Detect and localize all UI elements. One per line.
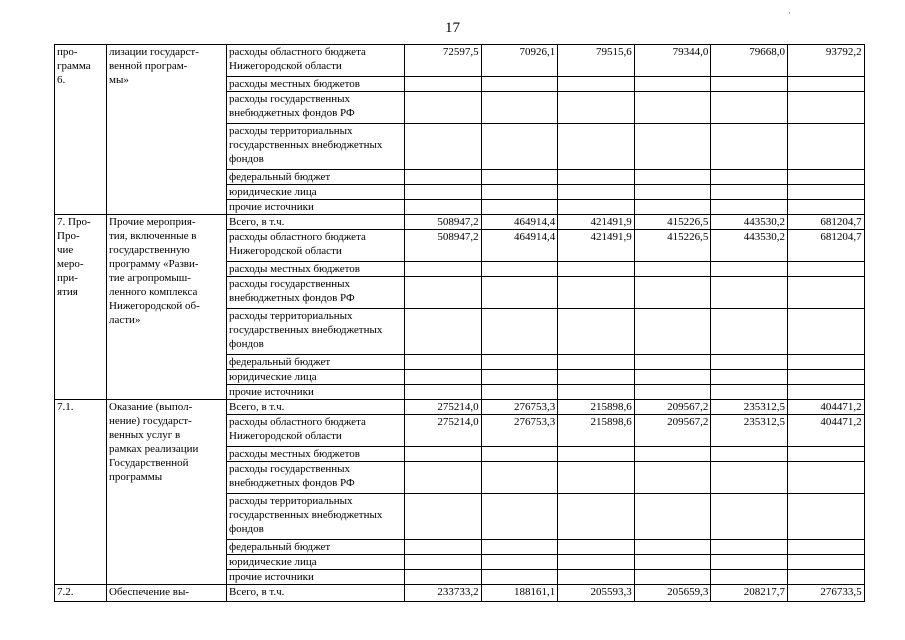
- value-cell: [405, 309, 482, 355]
- value-cell: [405, 385, 482, 400]
- funding-source-label: федеральный бюджет: [227, 540, 405, 555]
- budget-table: [54, 44, 865, 602]
- value-cell: 508947,2: [405, 215, 482, 230]
- funding-source-label: прочие источники: [227, 200, 405, 215]
- value-cell: [634, 447, 711, 462]
- value-cell: [481, 77, 558, 92]
- funding-source-label: расходы государственных внебюджетных фондов РФ: [227, 92, 405, 124]
- value-cell: [558, 309, 635, 355]
- value-cell: [787, 370, 864, 385]
- funding-source-label: расходы территориальных государственных внебюджетных фондов: [227, 494, 405, 540]
- value-cell: 404471,2: [787, 400, 864, 415]
- value-cell: 443530,2: [711, 215, 788, 230]
- value-cell: [405, 200, 482, 215]
- funding-source-label: расходы областного бюджета Нижегородской области: [227, 230, 405, 262]
- section-number: про- грамма 6.: [55, 45, 107, 215]
- value-cell: [405, 370, 482, 385]
- section-number: 7.2.: [55, 585, 107, 602]
- value-cell: [787, 262, 864, 277]
- value-cell: [634, 92, 711, 124]
- value-cell: [481, 262, 558, 277]
- funding-source-label: Всего, в т.ч.: [227, 400, 405, 415]
- value-cell: 681204,7: [787, 215, 864, 230]
- funding-source-label: прочие источники: [227, 385, 405, 400]
- funding-source-label: юридические лица: [227, 370, 405, 385]
- value-cell: [405, 447, 482, 462]
- value-cell: 79668,0: [711, 45, 788, 77]
- funding-source-label: расходы государственных внебюджетных фондов РФ: [227, 277, 405, 309]
- value-cell: [787, 170, 864, 185]
- scan-mark: ·: [788, 8, 791, 18]
- section-number: 7. Про- Про- чие меро- при- ятия: [55, 215, 107, 400]
- value-cell: [711, 494, 788, 540]
- funding-source-label: прочие источники: [227, 570, 405, 585]
- value-cell: 404471,2: [787, 415, 864, 447]
- value-cell: 276753,3: [481, 415, 558, 447]
- value-cell: 235312,5: [711, 415, 788, 447]
- value-cell: 464914,4: [481, 230, 558, 262]
- section-name: Прочие мероприя- тия, включенные в государственную программу «Разви- тие агропромыш- ленного комплекса Нижегородской об- ласти»: [107, 215, 227, 400]
- value-cell: [405, 185, 482, 200]
- value-cell: [558, 462, 635, 494]
- table-row: [55, 215, 865, 230]
- value-cell: [787, 540, 864, 555]
- value-cell: [711, 462, 788, 494]
- value-cell: [481, 355, 558, 370]
- value-cell: [787, 309, 864, 355]
- value-cell: [787, 555, 864, 570]
- funding-source-label: юридические лица: [227, 185, 405, 200]
- funding-source-label: расходы территориальных государственных внебюджетных фондов: [227, 309, 405, 355]
- value-cell: [405, 77, 482, 92]
- value-cell: [558, 170, 635, 185]
- funding-source-label: расходы местных бюджетов: [227, 77, 405, 92]
- page-number: 17: [445, 20, 460, 36]
- value-cell: 276753,3: [481, 400, 558, 415]
- value-cell: 72597,5: [405, 45, 482, 77]
- value-cell: [405, 170, 482, 185]
- value-cell: [634, 77, 711, 92]
- value-cell: [634, 185, 711, 200]
- value-cell: [787, 92, 864, 124]
- funding-source-label: расходы областного бюджета Нижегородской области: [227, 45, 405, 77]
- value-cell: 205593,3: [558, 585, 635, 602]
- value-cell: 205659,3: [634, 585, 711, 602]
- value-cell: [558, 370, 635, 385]
- value-cell: [405, 494, 482, 540]
- value-cell: [558, 570, 635, 585]
- table-row: [55, 400, 865, 415]
- funding-source-label: расходы местных бюджетов: [227, 262, 405, 277]
- value-cell: [558, 77, 635, 92]
- value-cell: [481, 370, 558, 385]
- value-cell: 215898,6: [558, 400, 635, 415]
- value-cell: [558, 277, 635, 309]
- value-cell: [787, 185, 864, 200]
- value-cell: [558, 355, 635, 370]
- funding-source-label: расходы местных бюджетов: [227, 447, 405, 462]
- value-cell: [634, 170, 711, 185]
- value-cell: [481, 124, 558, 170]
- value-cell: 415226,5: [634, 215, 711, 230]
- value-cell: 681204,7: [787, 230, 864, 262]
- value-cell: 275214,0: [405, 415, 482, 447]
- value-cell: [634, 124, 711, 170]
- value-cell: [405, 277, 482, 309]
- value-cell: [405, 262, 482, 277]
- value-cell: 233733,2: [405, 585, 482, 602]
- value-cell: [405, 92, 482, 124]
- section-name: Обеспечение вы-: [107, 585, 227, 602]
- table-row: [55, 585, 865, 602]
- value-cell: [711, 540, 788, 555]
- value-cell: [711, 555, 788, 570]
- value-cell: [481, 494, 558, 540]
- value-cell: [481, 462, 558, 494]
- value-cell: [558, 385, 635, 400]
- funding-source-label: расходы государственных внебюджетных фондов РФ: [227, 462, 405, 494]
- value-cell: [711, 570, 788, 585]
- value-cell: [558, 262, 635, 277]
- value-cell: [711, 309, 788, 355]
- value-cell: [634, 309, 711, 355]
- value-cell: [558, 185, 635, 200]
- value-cell: [711, 355, 788, 370]
- value-cell: 93792,2: [787, 45, 864, 77]
- value-cell: [711, 92, 788, 124]
- value-cell: 464914,4: [481, 215, 558, 230]
- value-cell: [405, 462, 482, 494]
- section-name: Оказание (выпол- нение) государст- венных услуг в рамках реализации Государственной программы: [107, 400, 227, 585]
- value-cell: [558, 200, 635, 215]
- value-cell: 79515,6: [558, 45, 635, 77]
- value-cell: [711, 262, 788, 277]
- value-cell: [634, 370, 711, 385]
- value-cell: [787, 77, 864, 92]
- funding-source-label: расходы территориальных государственных внебюджетных фондов: [227, 124, 405, 170]
- value-cell: 79344,0: [634, 45, 711, 77]
- value-cell: 276733,5: [787, 585, 864, 602]
- value-cell: [711, 200, 788, 215]
- value-cell: [787, 447, 864, 462]
- value-cell: [787, 355, 864, 370]
- value-cell: 415226,5: [634, 230, 711, 262]
- value-cell: 215898,6: [558, 415, 635, 447]
- value-cell: [481, 170, 558, 185]
- value-cell: 209567,2: [634, 415, 711, 447]
- value-cell: [481, 200, 558, 215]
- value-cell: [787, 200, 864, 215]
- value-cell: [787, 277, 864, 309]
- value-cell: 209567,2: [634, 400, 711, 415]
- value-cell: [634, 494, 711, 540]
- value-cell: [481, 185, 558, 200]
- value-cell: 275214,0: [405, 400, 482, 415]
- value-cell: [711, 447, 788, 462]
- value-cell: [405, 555, 482, 570]
- value-cell: [787, 462, 864, 494]
- funding-source-label: юридические лица: [227, 555, 405, 570]
- value-cell: [481, 540, 558, 555]
- value-cell: [405, 355, 482, 370]
- value-cell: [481, 309, 558, 355]
- value-cell: [711, 185, 788, 200]
- value-cell: [711, 385, 788, 400]
- value-cell: [481, 92, 558, 124]
- value-cell: 70926,1: [481, 45, 558, 77]
- value-cell: [711, 77, 788, 92]
- value-cell: [558, 124, 635, 170]
- value-cell: [634, 462, 711, 494]
- value-cell: [481, 385, 558, 400]
- value-cell: [558, 447, 635, 462]
- value-cell: [481, 555, 558, 570]
- value-cell: [405, 124, 482, 170]
- value-cell: [787, 124, 864, 170]
- value-cell: [634, 262, 711, 277]
- funding-source-label: федеральный бюджет: [227, 355, 405, 370]
- value-cell: [711, 277, 788, 309]
- value-cell: 235312,5: [711, 400, 788, 415]
- value-cell: [634, 355, 711, 370]
- value-cell: 508947,2: [405, 230, 482, 262]
- value-cell: [787, 570, 864, 585]
- value-cell: [481, 277, 558, 309]
- section-name: лизации государст- венной програм- мы»: [107, 45, 227, 215]
- value-cell: [711, 170, 788, 185]
- value-cell: 208217,7: [711, 585, 788, 602]
- table-row: [55, 45, 865, 77]
- value-cell: [787, 385, 864, 400]
- value-cell: [481, 447, 558, 462]
- funding-source-label: Всего, в т.ч.: [227, 215, 405, 230]
- value-cell: [558, 92, 635, 124]
- value-cell: [711, 124, 788, 170]
- value-cell: [558, 555, 635, 570]
- value-cell: 443530,2: [711, 230, 788, 262]
- funding-source-label: расходы областного бюджета Нижегородской области: [227, 415, 405, 447]
- value-cell: [634, 570, 711, 585]
- value-cell: [634, 385, 711, 400]
- value-cell: [634, 277, 711, 309]
- value-cell: 421491,9: [558, 215, 635, 230]
- value-cell: [558, 540, 635, 555]
- funding-source-label: федеральный бюджет: [227, 170, 405, 185]
- value-cell: [787, 494, 864, 540]
- value-cell: [481, 570, 558, 585]
- value-cell: [634, 540, 711, 555]
- value-cell: 421491,9: [558, 230, 635, 262]
- funding-source-label: Всего, в т.ч.: [227, 585, 405, 602]
- value-cell: [558, 494, 635, 540]
- value-cell: 188161,1: [481, 585, 558, 602]
- value-cell: [634, 555, 711, 570]
- value-cell: [405, 540, 482, 555]
- value-cell: [405, 570, 482, 585]
- value-cell: [711, 370, 788, 385]
- section-number: 7.1.: [55, 400, 107, 585]
- value-cell: [634, 200, 711, 215]
